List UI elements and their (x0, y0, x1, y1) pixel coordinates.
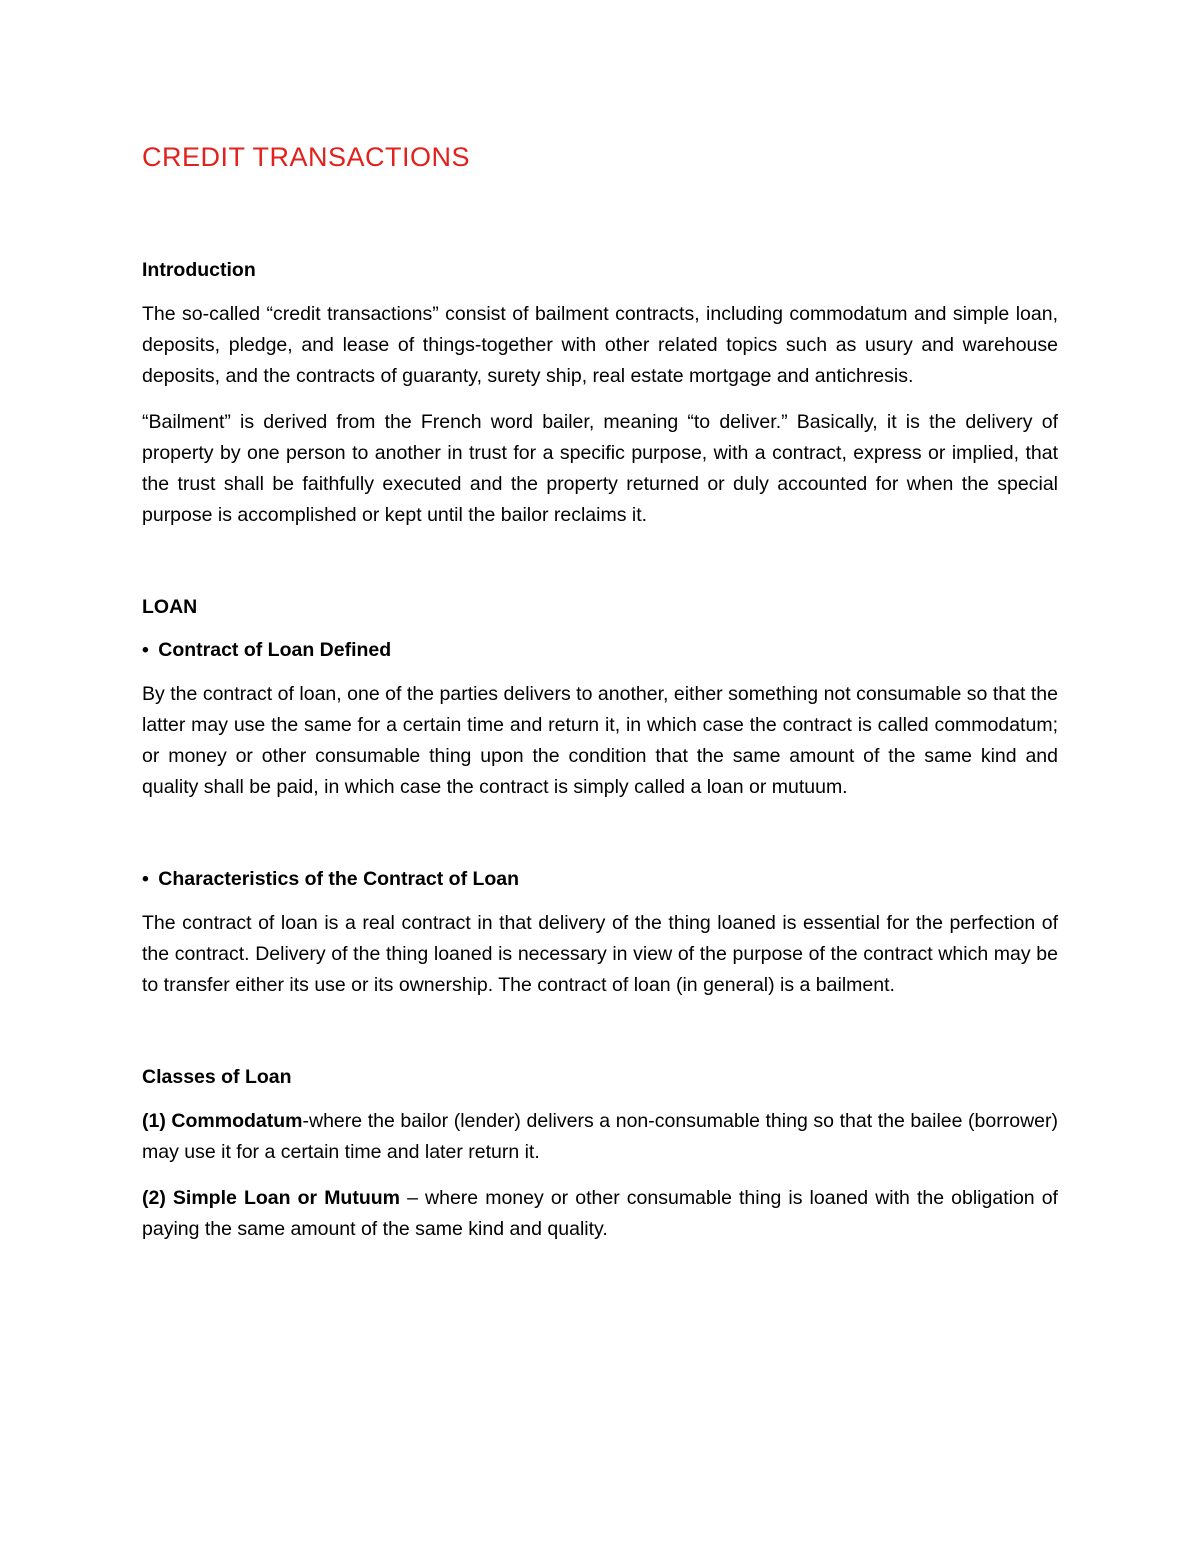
class-item-label: (2) Simple Loan or Mutuum (142, 1187, 400, 1209)
subheading-loan-characteristics (142, 865, 1058, 893)
document-page (142, 138, 1058, 1260)
bullet-icon: • (142, 639, 149, 661)
section-heading-classes: Classes of Loan (142, 1066, 292, 1088)
subheading-loan-defined-label: Contract of Loan Defined (158, 639, 392, 661)
class-item-commodatum (142, 1106, 1058, 1168)
bullet-icon: • (142, 868, 149, 890)
class-item-mutuum (142, 1183, 1058, 1245)
intro-paragraph-2: “Bailment” is derived from the French word bailer, meaning “to deliver.” Basically, it is the delivery of property by one person to another in trust for a specific purpose, with a contract, express or implied, that the trust shall be faithfully executed and the property returned or duly accounted for when the special purpose is accomplished or kept until the bailor reclaims it. (142, 411, 1058, 526)
document-title: CREDIT TRANSACTIONS (142, 142, 471, 172)
subheading-loan-defined (142, 636, 1058, 664)
loan-characteristics-paragraph: The contract of loan is a real contract in that delivery of the thing loaned is essential for the perfection of the contract. Delivery of the thing loaned is necessary in view of the purpose of the contract which may be to transfer either its use or its ownership. The contract of loan (in general) is a bailment. (142, 912, 1058, 996)
class-item-text: – where money or other consumable thing is loaned with the obligation of paying the same amount of the same kind and quality. (142, 1187, 1058, 1240)
subheading-loan-characteristics-label: Characteristics of the Contract of Loan (158, 868, 520, 890)
intro-paragraph-1: The so-called “credit transactions” consist of bailment contracts, including commodatum and simple loan, deposits, pledge, and lease of things-together with other related topics such as usury and warehouse deposits, and the contracts of guaranty, surety ship, real estate mortgage and antichresis. (142, 303, 1058, 387)
section-heading-loan: LOAN (142, 596, 198, 618)
class-item-text: -where the bailor (lender) delivers a non-consumable thing so that the bailee (borrower) may use it for a certain time and later return it. (142, 1110, 1058, 1163)
section-heading-introduction: Introduction (142, 259, 256, 281)
class-item-label: (1) Commodatum (142, 1110, 303, 1132)
loan-defined-paragraph: By the contract of loan, one of the parties delivers to another, either something not consumable so that the latter may use the same for a certain time and return it, in which case the contract is called commodatum; or money or other consumable thing upon the condition that the same amount of the same kind and quality shall be paid, in which case the contract is simply called a loan or mutuum. (142, 683, 1058, 798)
